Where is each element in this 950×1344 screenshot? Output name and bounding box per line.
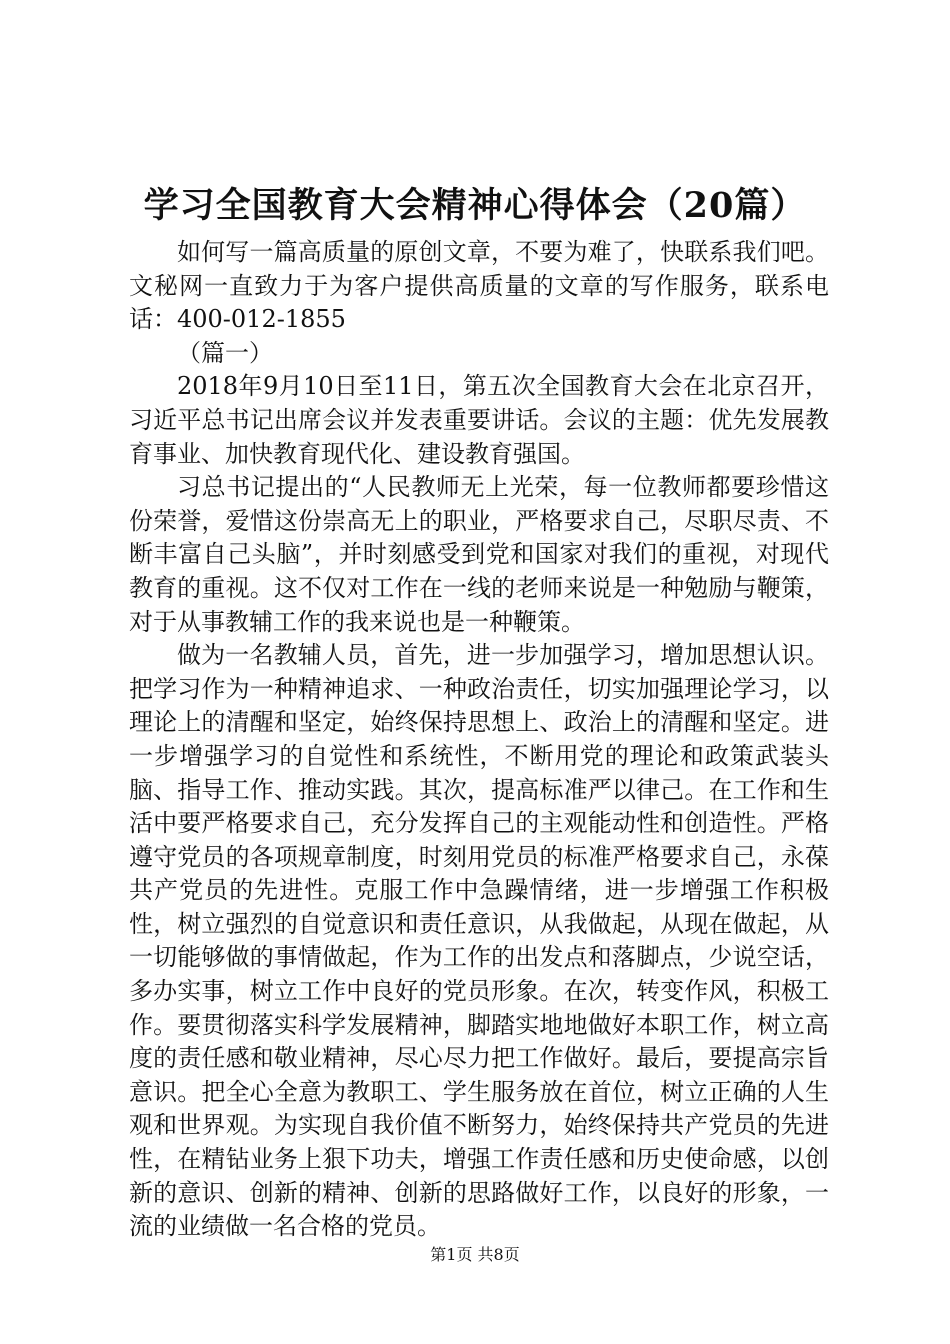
body-paragraph: 做为一名教辅人员，首先，进一步加强学习，增加思想认识。把学习作为一种精神追求、一种政治责任，切实加强理论学习，以理论上的清醒和坚定，始终保持思想上、政治上的清醒和坚定。进一步增强学习的自觉性和系统性，不断用党的理论和政策武装头脑、指导工作、推动实践。其次，提高标准严以律己。在工作和生活中要严格要求自己，充分发挥自己的主观能动性和创造性。严格遵守党员的各项规章制度，时刻用党员的标准严格要求自己，永葆共产党员的先进性。克服工作中急躁情绪，进一步增强工作积极性，树立强烈的自觉意识和责任意识，从我做起，从现在做起，从一切能够做的事情做起，作为工作的出发点和落脚点，少说空话，多办实事，树立工作中良好的党员形象。在次，转变作风，积极工作。要贯彻落实科学发展精神，脚踏实地地做好本职工作，树立高度的责任感和敬业精神，尽心尽力把工作做好。最后，要提高宗旨意识。把全心全意为教职工、学生服务放在首位，树立正确的人生观和世界观。为实现自我价值不断努力，始终保持共产党员的先进性，在精钻业务上狠下功夫，增强工作责任感和历史使命感，以创新的意识、创新的精神、创新的思路做好工作，以良好的形象，一流的业绩做一名合格的党员。 [129,641,829,1241]
document-title: 学习全国教育大会精神心得体会（20篇） [143,185,807,226]
document-body [129,236,829,1244]
page-number-footer: 第1页 共8页 [430,1245,520,1264]
intro-paragraph: 如何写一篇高质量的原创文章，不要为难了，快联系我们吧。文秘网一直致力于为客户提供高质量的文章的写作服务，联系电话：400-012-1855 [129,238,829,334]
section-heading: （篇一） [177,338,273,367]
body-paragraph: 2018年9月10日至11日，第五次全国教育大会在北京召开，习近平总书记出席会议并发表重要讲话。会议的主题：优先发展教育事业、加快教育现代化、建设教育强国。 [129,372,829,468]
body-paragraph: 习总书记提出的“人民教师无上光荣，每一位教师都要珍惜这份荣誉，爱惜这份崇高无上的职业，严格要求自己，尽职尽责、不断丰富自己头脑”，并时刻感受到党和国家对我们的重视，对现代教育的重视。这不仅对工作在一线的老师来说是一种勉励与鞭策，对于从事教辅工作的我来说也是一种鞭策。 [129,473,829,636]
